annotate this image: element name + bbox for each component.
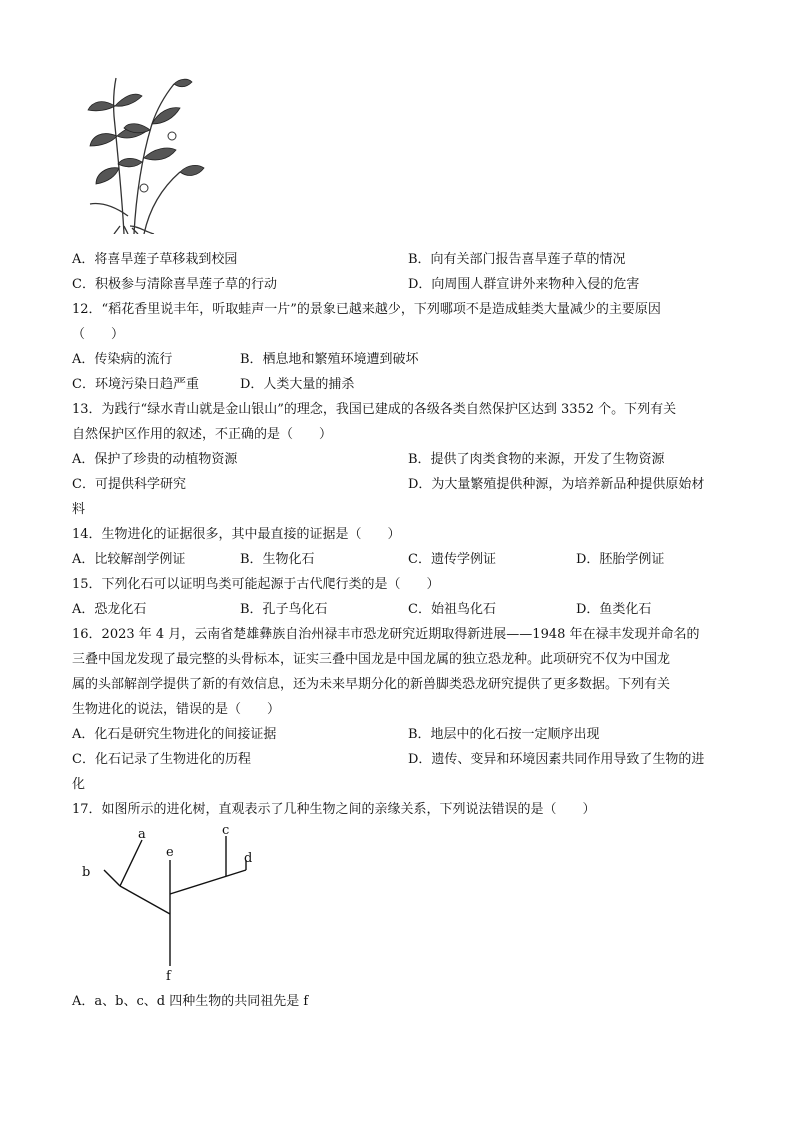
q11-option-c: C．积极参与清除喜旱莲子草的行动 (72, 277, 277, 292)
q12-option-c: C．环境污染日趋严重 (72, 377, 199, 392)
tree-branch-right (170, 870, 246, 894)
tree-label-c: c (222, 826, 230, 838)
q12-option-d: D．人类大量的捕杀 (240, 377, 355, 392)
tree-branch-a (120, 840, 142, 886)
q16-option-d-wrap: 化 (72, 777, 86, 792)
q11-option-b: B．向有关部门报告喜旱莲子草的情况 (408, 252, 626, 267)
q11-option-d: D．向周围人群宣讲外来物种入侵的危害 (408, 277, 640, 292)
q14-option-a: A．比较解剖学例证 (72, 552, 186, 567)
q13-stem-line2: 自然保护区作用的叙述，不正确的是（ ） (72, 427, 333, 442)
tree-label-f: f (166, 969, 171, 984)
q13-stem: 13．为践行“绿水青山就是金山银山”的理念，我国已建成的各级各类自然保护区达到 3352 个。下列有关 (72, 402, 677, 417)
q13-option-b: B．提供了肉类食物的来源，开发了生物资源 (408, 452, 665, 467)
q12-stem: 12．“稻花香里说丰年，听取蛙声一片”的景象已越来越少，下列哪项不是造成蛙类大量减少的主要原因 (72, 302, 661, 317)
q14-option-d: D．胚胎学例证 (576, 552, 665, 567)
q16-option-c: C．化石记录了生物进化的历程 (72, 752, 251, 767)
q13-option-d: D．为大量繁殖提供种源，为培养新品种提供原始材 (408, 477, 705, 492)
tree-branch-left (120, 886, 170, 914)
q16-option-a: A．化石是研究生物进化的间接证据 (72, 727, 277, 742)
q14-stem: 14．生物进化的证据很多，其中最直接的证据是（ ） (72, 527, 401, 542)
alligator-weed-illustration (84, 76, 206, 234)
q16-stem-line4: 生物进化的说法，错误的是（ ） (72, 702, 281, 717)
q13-option-c: C．可提供科学研究 (72, 477, 186, 492)
q16-stem: 16．2023 年 4 月，云南省楚雄彝族自治州禄丰市恐龙研究近期取得新进展——1948 年在禄丰发现并命名的 (72, 627, 700, 642)
q15-option-b: B．孔子鸟化石 (240, 602, 328, 617)
q12-option-a: A．传染病的流行 (72, 352, 173, 367)
q14-option-c: C．遗传学例证 (408, 552, 496, 567)
q14-option-b: B．生物化石 (240, 552, 315, 567)
q15-stem: 15．下列化石可以证明鸟类可能起源于古代爬行类的是（ ） (72, 577, 440, 592)
tree-label-e: e (166, 845, 174, 860)
q15-option-c: C．始祖鸟化石 (408, 602, 496, 617)
q16-option-d: D．遗传、变异和环境因素共同作用导致了生物的进 (408, 752, 705, 767)
q15-option-a: A．恐龙化石 (72, 602, 147, 617)
tree-label-b: b (82, 865, 91, 880)
q16-option-b: B．地层中的化石按一定顺序出现 (408, 727, 600, 742)
q17-stem: 17．如图所示的进化树，直观表示了几种生物之间的亲缘关系，下列说法错误的是（ ） (72, 802, 596, 817)
tree-branch-b (104, 870, 120, 886)
q12-stem-blank: （ ） (72, 327, 125, 342)
q15-option-d: D．鱼类化石 (576, 602, 652, 617)
q16-stem-line3: 属的头部解剖学提供了新的有效信息，还为未来早期分化的新兽脚类恐龙研究提供了更多数据。下列有关 (72, 677, 671, 692)
q13-option-d-wrap: 料 (72, 502, 86, 517)
q16-stem-line2: 三叠中国龙发现了最完整的头骨标本，证实三叠中国龙是中国龙属的独立恐龙种。此项研究不仅为中国龙 (72, 652, 671, 667)
q11-option-a: A．将喜旱莲子草移栽到校园 (72, 252, 238, 267)
evolution-tree-diagram (80, 826, 260, 984)
tree-label-a: a (138, 827, 146, 842)
tree-label-d: d (244, 851, 253, 866)
q12-option-b: B．栖息地和繁殖环境遭到破坏 (240, 352, 419, 367)
q17-option-a: A．a、b、c、d 四种生物的共同祖先是 f (72, 994, 309, 1009)
q13-option-a: A．保护了珍贵的动植物资源 (72, 452, 238, 467)
